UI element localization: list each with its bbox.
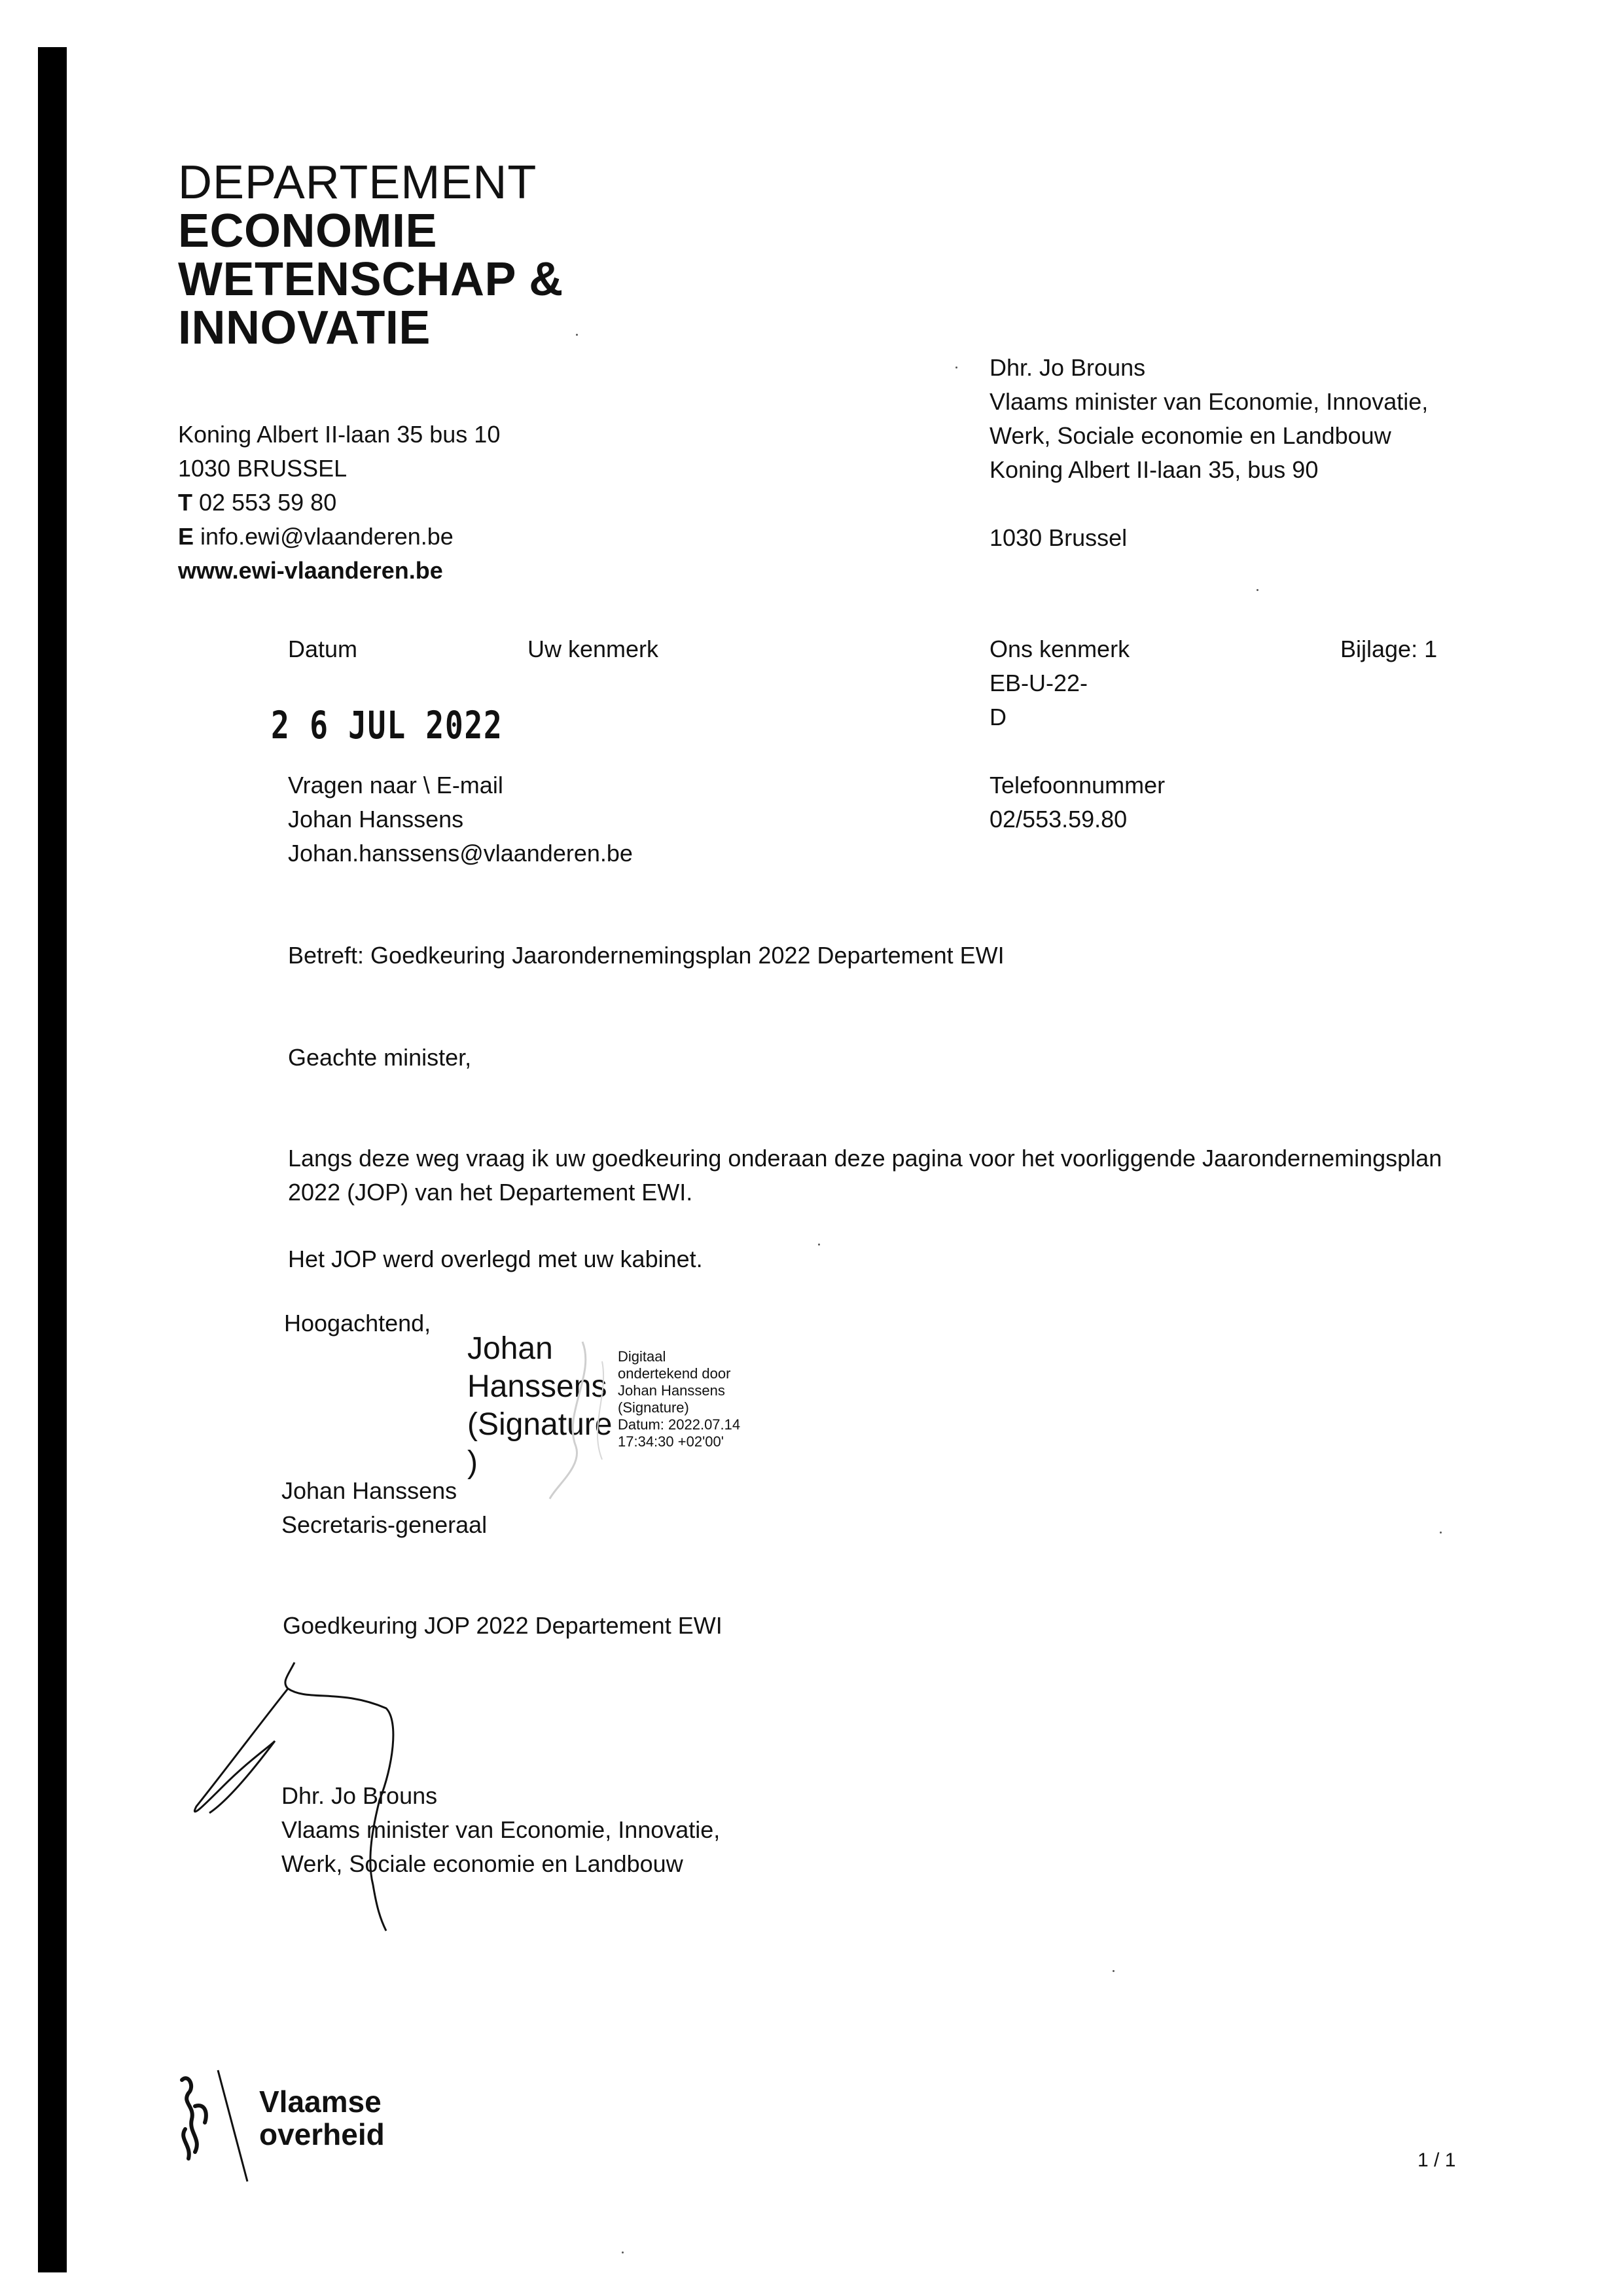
scan-speck: [955, 367, 957, 368]
recipient-name: Dhr. Jo Brouns: [990, 354, 1146, 381]
subject-line: Betreft: Goedkeuring Jaarondernemingsplan 2022 Departement EWI: [288, 942, 1005, 969]
sig-meta3: Johan Hanssens: [618, 1382, 725, 1399]
signatory-block: [281, 1474, 487, 1542]
scan-speck: [576, 334, 578, 336]
recipient-street: Koning Albert II-laan 35, bus 90: [990, 456, 1319, 483]
sig-meta1: Digitaal: [618, 1348, 666, 1365]
department-line2: ECONOMIE: [178, 205, 438, 257]
page-number: 1 / 1: [1418, 2149, 1456, 2171]
sender-city: 1030 BRUSSEL: [178, 455, 348, 482]
scan-speck: [1113, 1970, 1115, 1972]
email-label: E: [178, 523, 194, 550]
closing: Hoogachtend,: [284, 1310, 431, 1336]
our-ref-block: [990, 632, 1130, 734]
approval-signatory: [281, 1779, 720, 1881]
flemish-lion-icon: [169, 2067, 254, 2185]
our-ref-value2: D: [990, 704, 1007, 730]
phone-label: T: [178, 489, 192, 516]
questions-label: Vragen naar \ E-mail: [288, 772, 503, 798]
approval-title2: Werk, Sociale economie en Landbouw: [281, 1850, 683, 1877]
recipient-block: [990, 351, 1428, 555]
approval-title: Goedkeuring JOP 2022 Departement EWI: [283, 1612, 722, 1639]
signatory-name: Johan Hanssens: [281, 1477, 457, 1504]
sig-name-line3: (Signature: [467, 1407, 613, 1442]
sender-email: info.ewi@vlaanderen.be: [200, 523, 454, 550]
recipient-title2: Werk, Sociale economie en Landbouw: [990, 422, 1391, 449]
department-line4: INNOVATIE: [178, 302, 431, 354]
contact-name: Johan Hanssens: [288, 806, 464, 833]
sig-name-line4: ): [467, 1445, 478, 1480]
sender-email-row: [178, 520, 500, 554]
sig-name-line1: Johan: [467, 1331, 553, 1366]
sender-street: Koning Albert II-laan 35 bus 10: [178, 421, 501, 448]
phone-block: [990, 768, 1165, 836]
vlaamse-overheid-logo: [259, 2085, 385, 2151]
signatory-role: Secretaris-generaal: [281, 1511, 488, 1538]
digital-signature-details: [618, 1348, 740, 1450]
sig-name-line2: Hanssens: [467, 1369, 607, 1404]
recipient-title1: Vlaams minister van Economie, Innovatie,: [990, 388, 1429, 415]
sender-website: www.ewi-vlaanderen.be: [178, 557, 443, 584]
your-ref-label: Uw kenmerk: [527, 636, 659, 662]
scan-speck: [818, 1244, 820, 1246]
date-label: Datum: [288, 636, 358, 662]
sender-phone-row: [178, 486, 500, 520]
phone-number-value: 02/553.59.80: [990, 806, 1128, 833]
salutation: Geachte minister,: [288, 1044, 472, 1071]
sig-meta5: Datum: 2022.07.14: [618, 1416, 741, 1433]
our-ref-label: Ons kenmerk: [990, 636, 1130, 662]
sig-meta2: ondertekend door: [618, 1365, 731, 1382]
contact-email: Johan.hanssens@vlaanderen.be: [288, 840, 633, 867]
scan-speck: [1440, 1532, 1442, 1534]
logo-line2: overheid: [259, 2117, 385, 2151]
sender-address: [178, 418, 500, 588]
department-line3: WETENSCHAP &: [178, 253, 563, 306]
our-ref-value1: EB-U-22-: [990, 670, 1088, 696]
approval-name: Dhr. Jo Brouns: [281, 1782, 438, 1809]
phone-number-label: Telefoonnummer: [990, 772, 1166, 798]
department-line1: DEPARTEMENT: [178, 156, 537, 209]
department-header: [178, 158, 563, 352]
scan-edge-bar: [38, 47, 67, 2272]
scan-speck: [1257, 589, 1258, 591]
sig-meta4: (Signature): [618, 1399, 689, 1416]
contact-block: [288, 768, 633, 870]
signature-watermark: [537, 1335, 628, 1505]
date-stamp: 2 6 JUL 2022: [271, 703, 503, 747]
para1-line2: 2022 (JOP) van het Departement EWI.: [288, 1179, 693, 1206]
body-paragraph-1: [288, 1141, 1442, 1210]
body-paragraph-2: Het JOP werd overlegd met uw kabinet.: [288, 1246, 703, 1272]
approval-title1: Vlaams minister van Economie, Innovatie,: [281, 1816, 721, 1843]
sig-meta6: 17:34:30 +02'00': [618, 1433, 724, 1450]
scan-speck: [622, 2251, 624, 2253]
logo-line1: Vlaamse: [259, 2085, 382, 2119]
recipient-city: 1030 Brussel: [990, 524, 1128, 551]
attachment-count: Bijlage: 1: [1340, 636, 1438, 662]
para1-line1: Langs deze weg vraag ik uw goedkeuring onderaan deze pagina voor het voorliggende Jaarondernemingsplan: [288, 1145, 1442, 1172]
sender-phone: 02 553 59 80: [199, 489, 337, 516]
